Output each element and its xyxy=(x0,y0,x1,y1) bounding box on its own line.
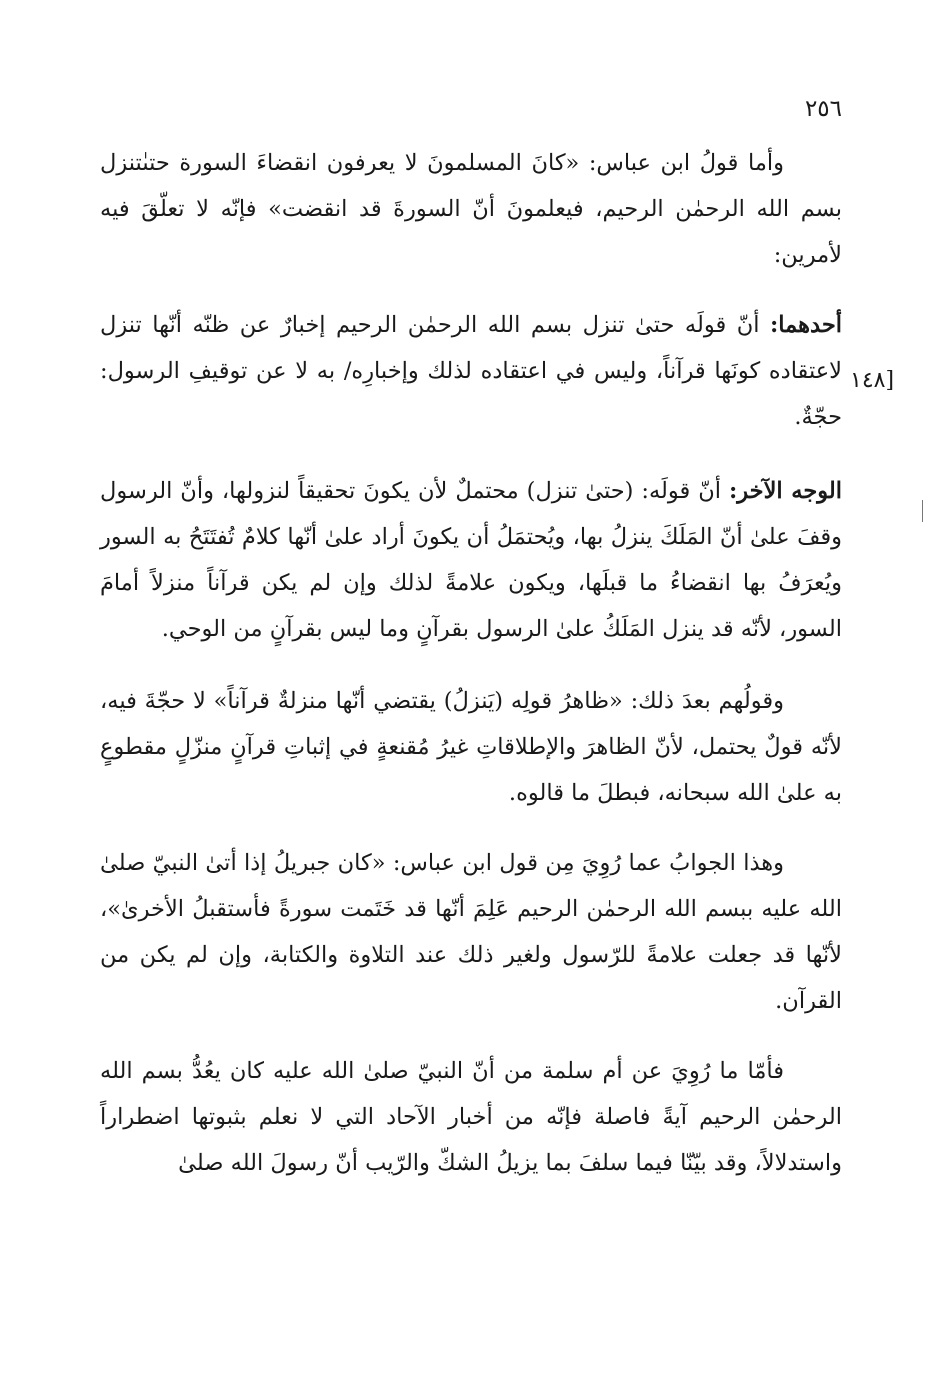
page-edge-mark xyxy=(922,500,923,522)
paragraph-1 xyxy=(100,140,842,278)
page-content xyxy=(100,92,842,1186)
page-number: ٢٥٦ xyxy=(804,96,842,122)
margin-page-reference: [١٤٨ xyxy=(850,368,895,393)
paragraph-text: وأما قولُ ابن عباس: «كانَ المسلمونَ لا يعرفون انقضاءَ السورة حتىٰتنزل بسم الله الرحمٰن الرحيم، فيعلمونَ أنّ السورةَ قد انقضت» فإنّه لا تعلّقَ فيه لأمرين: xyxy=(100,150,842,268)
paragraph-text: وقولُهم بعدَ ذلك: «ظاهرُ قولِه (يَنزلُ) يقتضي أنّها منزلةٌ قرآناً» لا حجّةَ فيه، لأنّه قولٌ يحتمل، لأنّ الظاهرَ والإطلاقاتِ غيرُ مُقنعةٍ في إثباتِ قرآنٍ منزّلٍ مقطوعٍ به علىٰ الله سبحانه، فبطلَ ما قالوه. xyxy=(100,688,842,806)
paragraph-3 xyxy=(100,468,842,652)
paragraph-lead: أحدهما: xyxy=(769,312,842,338)
paragraph-text: أنّ قولَه حتىٰ تنزل بسم الله الرحمٰن الرحيم إخبارٌ عن ظنّه أنّها تنزل لاعتقاده كونَها قرآناً، وليس في اعتقاده لذلك وإخبارِه/ به لا عن توقيفِ الرسول: حجّةٌ. xyxy=(100,312,842,430)
paragraph-text: وهذا الجوابُ عما رُوِيَ مِن قول ابن عباس: «كان جبريلُ إذا أتىٰ النبيّ صلىٰ الله عليه ببسم الله الرحمٰن الرحيم عَلِمَ أنّها قد خَتَمت سورةً فأستقبلُ الأخرىٰ»، لأنّها قد جعلت علامةً للرّسول ولغير ذلك عند التلاوة والكتابة، وإن لم يكن من القرآن. xyxy=(100,850,842,1014)
paragraph-lead: الوجه الآخر: xyxy=(728,478,842,504)
paragraph-2 xyxy=(100,302,842,440)
paragraph-text: أنّ قولَه: (حتىٰ تنزل) محتملٌ لأن يكونَ تحقيقاً لنزولها، وأنّ الرسول وقفَ علىٰ أنّ المَلَكَ ينزلُ بها، ويُحتمَلُ أن يكونَ أراد علىٰ أنّها كلامٌ تُفتَتَحُ به السور ويُعرَفُ بها انقضاءُ ما قبلَها، ويكون علامةً لذلك وإن لم يكن قرآناً منزلاً أمامَ السور، لأنّه قد ينزل المَلَكُ علىٰ الرسول بقرآنٍ وما ليس بقرآنٍ من الوحي. xyxy=(100,478,842,642)
paragraph-5 xyxy=(100,840,842,1024)
paragraph-text: فأمّا ما رُوِيَ عن أم سلمة من أنّ النبيّ صلىٰ الله عليه كان يعُدُّ بسم الله الرحمٰن الرحيم آيةً فاصلة فإنّه من أخبار الآحاد التي لا نعلم بثبوتها اضطراراً واستدلالاً، وقد بيّنّا فيما سلفَ بما يزيلُ الشكّ والرّيب أنّ رسولَ الله صلىٰ xyxy=(100,1058,842,1176)
paragraph-6 xyxy=(100,1048,842,1186)
paragraph-4 xyxy=(100,678,842,816)
